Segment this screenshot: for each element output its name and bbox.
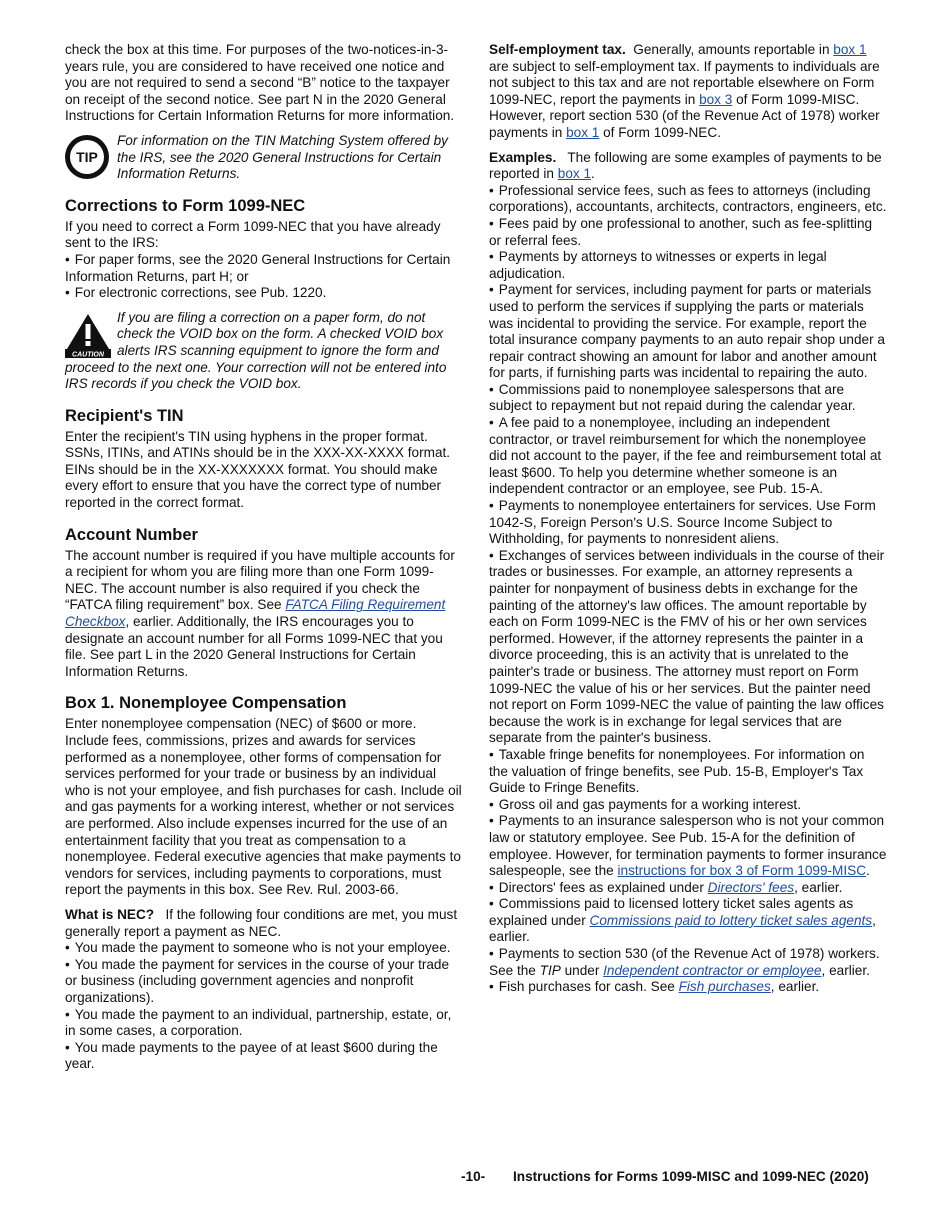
lottery-commissions-link[interactable]: Commissions paid to lottery ticket sales agents (589, 912, 873, 928)
text-run: are subject to self-employment tax. If payments to individuals are not subject to this tax and are not reportable elsewhere on Form 1099-NEC, report the payments in (489, 58, 880, 107)
page-number: -10- (461, 1169, 486, 1184)
caution-note (65, 310, 463, 393)
box1-text: Enter nonemployee compensation (NEC) of $600 or more. Include fees, commissions, prizes and awards for services performed as a nonemployee, other forms of compensation for services performed for your trade or business by an individual who is not your employee, and fish purchases for cash. Include oil and gas payments for a working interest, whether or not services are performed. Also include expenses incurred for the use of an entertainment facility that you treat as compensation to a nonemployee. Federal executive agencies that make payments to vendors for services, including payments to corporations, must report the payments in this box. See Rev. Rul. 2003-66. (65, 716, 462, 898)
independent-contractor-link[interactable]: Independent contractor or employee (603, 962, 822, 978)
account-number-heading: Account Number (65, 525, 198, 544)
list-item (489, 880, 887, 897)
text-run: Directors' fees as explained under (498, 879, 708, 895)
text-run: , earlier. (794, 879, 843, 895)
list-item: • You made the payment to an individual, partnership, estate, or, in some cases, a corporation. (65, 1007, 463, 1040)
caution-text: If you are filing a correction on a paper form, do not check the VOID box on the form. A checked VOID box alerts IRS scanning equipment to ignore the form and proceed to the next one. Your correction will not be entered into IRS records if you check the VOID box. (65, 309, 447, 392)
self-employment-paragraph (489, 42, 887, 142)
text-run: The account number is required if you have multiple accounts for a recipient for whom you are filing more than one Form 1099-NEC. The account number is also required if you check the “FATCA filing requirement” box. See (65, 547, 455, 613)
footer-title: Instructions for Forms 1099-MISC and 1099-NEC (2020) (513, 1169, 869, 1184)
account-number-text (65, 548, 463, 681)
list-item: • Exchanges of services between individuals in the course of their trades or businesses. For example, an attorney represents a painter for nonpayment of business debts in exchange for the painting of the attorney's law offices. The amount reportable by each on Form 1099-NEC is the FMV of his or her own services performed. However, if the attorney represents the painter in a divorce proceeding, this is an activity that is unrelated to the painter's trade or business. The attorney must report on Form 1099-NEC the value of his or her services. But the painter need not report on Form 1099-NEC the value of painting the law offices because the work is in exchange for legal services that are separate from the painter's business. (489, 548, 887, 747)
list-item: • Payment for services, including payment for parts or materials used to perform the services if supplying the parts or materials was incidental to providing the service. For example, report the total insurance company payments to an auto repair shop under a repair contract showing an amount for labor and another amount for parts, if furnishing parts was incidental to repairing the auto. (489, 282, 887, 382)
box1-heading: Box 1. Nonemployee Compensation (65, 694, 347, 713)
directors-fees-link[interactable]: Directors' fees (707, 879, 795, 895)
list-item (489, 979, 887, 996)
list-item (489, 896, 887, 946)
list-item: • Gross oil and gas payments for a working interest. (489, 797, 887, 814)
tip-label: TIP (70, 140, 104, 174)
intro-paragraph: check the box at this time. For purposes of the two-notices-in-3-years rule, you are considered to have received one notice and you are not required to send a second “B” notice to the taxpayer on receipt of the second notice. See part N in the 2020 General Instructions for Certain Information Returns for more information. (65, 42, 455, 124)
list-item: • Taxable fringe benefits for nonemployees. For information on the valuation of fringe benefits, see Pub. 15-B, Employer's Tax Guide to Fringe Benefits. (489, 747, 887, 797)
left-column (65, 42, 463, 1081)
caution-icon (65, 312, 111, 358)
text-run: Generally, amounts reportable in (633, 42, 834, 57)
text-run: . (591, 166, 595, 182)
text-run: , earlier. (770, 979, 820, 995)
caution-label: CAUTION (72, 351, 104, 358)
examples-label: Examples. (489, 149, 557, 165)
box1-link[interactable]: box 1 (557, 166, 592, 182)
list-item: • You made payments to the payee of at least $600 during the year. (65, 1040, 463, 1073)
tip-reference: TIP (539, 962, 561, 978)
text-run: , earlier. (489, 912, 876, 945)
box1-link[interactable]: box 1 (833, 42, 867, 57)
corrections-heading: Corrections to Form 1099-NEC (65, 196, 306, 215)
box3-instructions-link[interactable]: instructions for box 3 of Form 1099-MISC (617, 863, 867, 879)
tip-note (65, 133, 463, 183)
fish-purchases-link[interactable]: Fish purchases (678, 979, 771, 995)
text-run: , earlier. (821, 962, 870, 978)
list-item (489, 813, 887, 879)
text-run: , earlier. Additionally, the IRS encourages you to designate an account number for all Forms 1099-NEC that you file. See part L in the 2020 General Instructions for Certain Information Returns. (65, 614, 443, 679)
corrections-intro: If you need to correct a Form 1099-NEC that you have already sent to the IRS: (65, 218, 441, 251)
text-run: under (560, 962, 604, 978)
box3-link[interactable]: box 3 (699, 91, 733, 107)
list-item: • You made the payment for services in the course of your trade or business (including government agencies and nonprofit organizations). (65, 957, 463, 1007)
text-run: Commissions paid to licensed lottery ticket sales agents as explained under (489, 896, 854, 928)
list-item: • Fees paid by one professional to another, such as fee-splitting or referral fees. (489, 216, 887, 249)
list-item: • Payments to nonemployee entertainers for services. Use Form 1042-S, Foreign Person's U.S. Source Income Subject to Withholding, for payments to nonresident aliens. (489, 498, 887, 548)
fatca-link[interactable]: FATCA Filing Requirement Checkbox (65, 597, 446, 630)
box1-link[interactable]: box 1 (566, 124, 600, 140)
text-run: of Form 1099-MISC. However, report section 530 (of the Revenue Act of 1978) worker payments in (489, 91, 880, 140)
corrections-list (65, 252, 463, 302)
examples-list (489, 183, 887, 996)
right-column (489, 42, 887, 996)
list-item: • For paper forms, see the 2020 General Instructions for Certain Information Returns, part H; or (65, 252, 463, 285)
text-run: Fish purchases for cash. See (498, 979, 679, 995)
list-item: • Professional service fees, such as fees to attorneys (including corporations), accountants, architects, contractors, engineers, etc. (489, 183, 887, 216)
tip-text: For information on the TIN Matching System offered by the IRS, see the 2020 General Instructions for Certain Information Returns. (117, 132, 448, 182)
list-item: • Payments by attorneys to witnesses or experts in legal adjudication. (489, 249, 887, 282)
examples-paragraph (489, 150, 887, 183)
text-run: Payments to section 530 (of the Revenue Act of 1978) workers. See the (489, 946, 880, 978)
recipient-tin-text: Enter the recipient's TIN using hyphens in the proper format. SSNs, ITINs, and ATINs should be in the XXX-XX-XXXX format. EINs should be in the XX-XXXXXXX format. You should make every effort to ensure that you have the correct type of number reported in the correct format. (65, 428, 451, 511)
list-item: • Commissions paid to nonemployee salespersons that are subject to repayment but not repaid during the calendar year. (489, 382, 887, 415)
nec-paragraph (65, 907, 463, 940)
list-item: • A fee paid to a nonemployee, including an independent contractor, or travel reimbursement for which the nonemployee did not account to the payer, if the fee and reimbursement total at least $600. To help you determine whether someone is an independent contractor or an employee, see Pub. 15-A. (489, 415, 887, 498)
list-item: • You made the payment to someone who is not your employee. (65, 940, 463, 957)
text-run: of Form 1099-NEC. (599, 124, 721, 140)
recipient-tin-heading: Recipient's TIN (65, 406, 184, 425)
nec-text: If the following four conditions are met, you must generally report a payment as NEC. (65, 906, 458, 939)
text-run: The following are some examples of payments to be reported in (489, 149, 882, 182)
nec-label: What is NEC? (65, 906, 155, 922)
tip-icon (65, 135, 109, 179)
nec-list (65, 940, 463, 1073)
se-label: Self-employment tax. (489, 42, 626, 57)
text-run: Payments to an insurance salesperson who is not your common law or statutory employee. See Pub. 15-A for the definition of employee. However, for termination payments to former insurance salespeople, see the (489, 813, 887, 879)
list-item: • For electronic corrections, see Pub. 1220. (65, 285, 463, 302)
list-item (489, 946, 887, 979)
text-run: . (866, 863, 870, 879)
